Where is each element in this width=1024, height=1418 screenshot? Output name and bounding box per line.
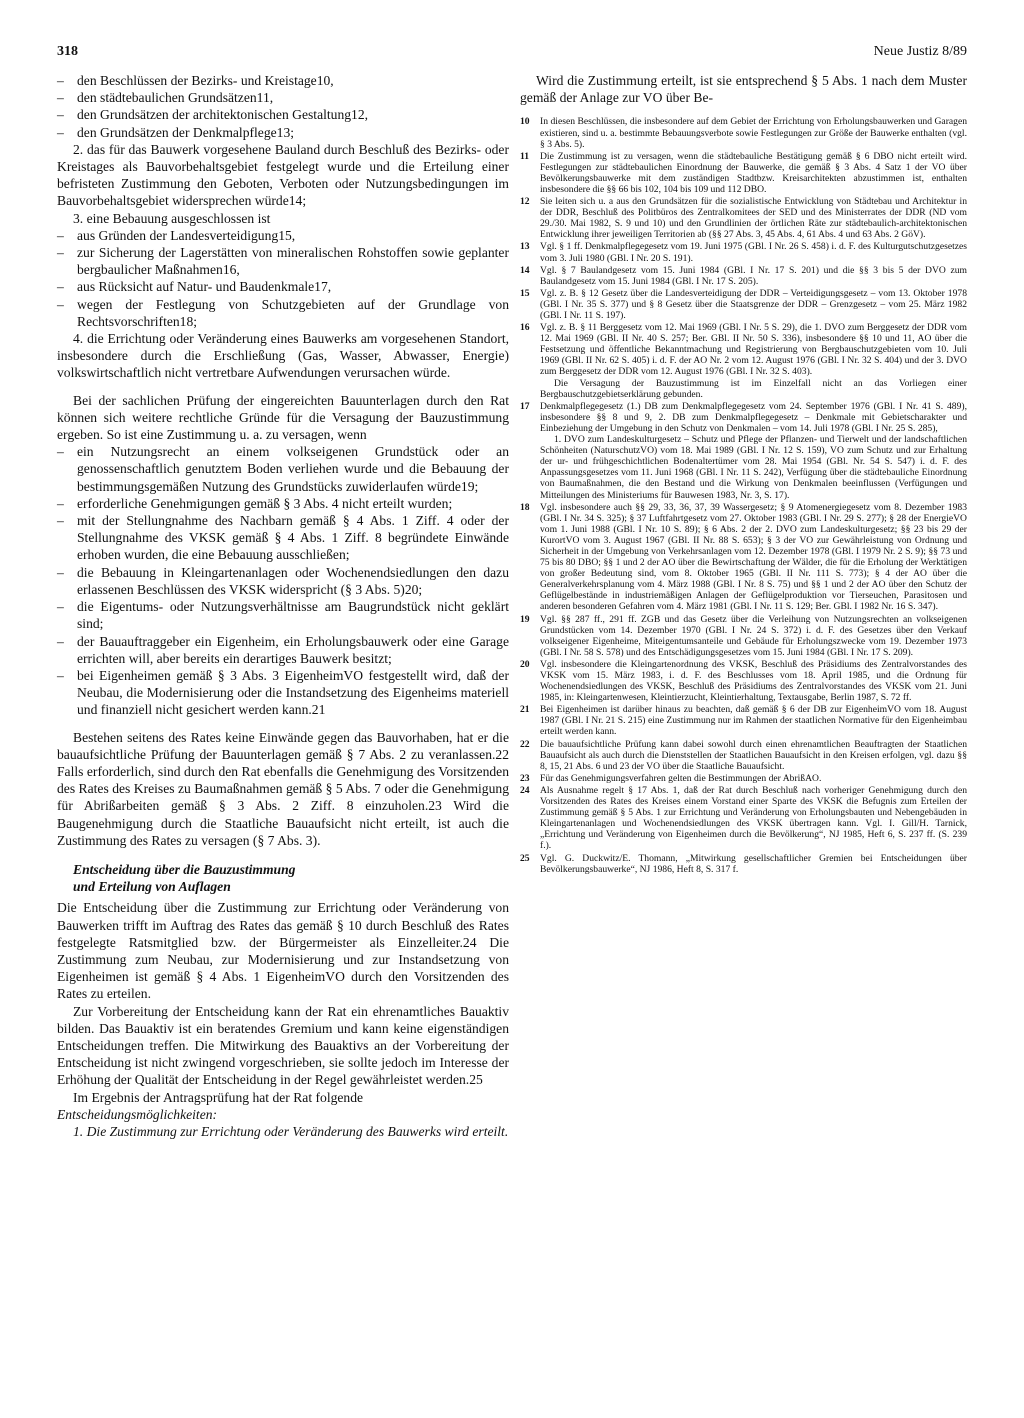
footnote-number: 13 bbox=[520, 241, 530, 253]
paragraph-text: Im Ergebnis der Antragsprüfung hat der Rat folgende bbox=[73, 1089, 364, 1105]
list-item: – den städtebaulichen Grundsätzen11, bbox=[57, 89, 509, 106]
footnote-text: 1. DVO zum Landeskulturgesetz – Schutz und Pflege der Pflanzen- und Tierwelt und der landschaftlichen Schönheiten (NaturschutzVO) vom 18. Mai 1989 (GBl. I Nr. 12 S. 159), VO zum Schutz und zur Erhaltung der ur- und frühgeschichtlichen Bodenaltertümer vom 28. Mai 1954 (GBl. Nr. 54 S. 547) i. d. F. des Anpassungsgesetzes vom 11. Juni 1968 (GBl. I Nr. 11 S. 242), Verfügung über die städtebauliche Einordnung von Baumaßnahmen, die den Bestand und die Wirkung von Denkmalen beeinflussen (Verfügungen und Mitteilungen des Ministeriums für Bauwesen 1983, Nr. 3, S. 17). bbox=[540, 434, 967, 501]
footnote-number: 17 bbox=[520, 400, 530, 412]
footnote-text: Vgl. insbesondere auch §§ 29, 33, 36, 37, 39 Wassergesetz; § 9 Atomenergiegesetz vom 8. Dezember 1983 (GBl. I Nr. 34 S. 325); § 37 Luftfahrtgesetz vom 27. Oktober 1983 (GBl. I Nr. 29 S. 277); § 28 der EnergieVO vom 1. Juni 1988 (GBl. I Nr. 10 S. 89); § 6 Abs. 2 der 2. DVO zum Landeskulturgesetz; §§ 23 bis 29 der KurortVO vom 3. August 1967 (GBl. II Nr. 88 S. 653); § 3 der VO zur Gewährleistung von Ordnung und Sicherheit in der Umgebung von Verkehrsanlagen vom 12. Dezember 1978 (GBl. I 1979 Nr. 2 S. 9); §§ 73 und 75 bis 80 DBO; §§ 1 und 2 der AO über die Bewirtschaftung der Wälder, die für die Erholung der Werktätigen von großer Bedeutung sind, vom 8. Oktober 1965 (GBl. II Nr. 111 S. 773); § 4 der AO über die Generalverkehrsplanung vom 4. März 1988 (GBl. I Nr. 8 S. 75) und §§ 1 und 2 der AO über den Schutz der Geflügelbestände in industriemäßigen Anlagen der Geflügelproduktion vor Tierseuchen, Parasitosen und anderen besonderen Gefahren vom 4. März 1981 (GBl. I Nr. 11 S. 129; Ber. GBl. I 1982 Nr. 16 S. 347). bbox=[540, 501, 967, 613]
footnote bbox=[520, 196, 967, 240]
footnote-text: Die bauaufsichtliche Prüfung kann dabei sowohl durch einen ehrenamtlichen Beauftragten der Staatlichen Bauaufsicht als auch durch die Dienststellen der Staatlichen Bauaufsicht in den Kreisen erfolgen, vgl. dazu §§ 8, 15, 21 Abs. 6 und 23 der VO über die Staatliche Bauaufsicht. bbox=[540, 738, 967, 772]
footnote-text: Für das Genehmigungsverfahren gelten die Bestimmungen der AbrißAO. bbox=[540, 772, 822, 784]
footnote bbox=[520, 659, 967, 703]
list-item: – bei Eigenheimen gemäß § 3 Abs. 3 EigenheimVO festgestellt wird, daß der Neubau, die Modernisierung oder die Instandsetzung des Eigenheims materiell und finanziell nicht gesichert werden kann.21 bbox=[57, 667, 509, 719]
footnote-number: 22 bbox=[520, 738, 530, 750]
footnote-text: Vgl. z. B. § 12 Gesetz über die Landesverteidigung der DDR – Verteidigungsgesetz – vom 13. Oktober 1978 (GBl. I Nr. 35 S. 377) und § 8 Gesetz über die Staatsgrenze der DDR – Grenzgesetz – vom 25. März 1982 (GBl. I Nr. 11 S. 197). bbox=[540, 287, 967, 321]
footnote bbox=[520, 151, 967, 195]
footnote-number: 20 bbox=[520, 658, 530, 670]
footnote-number: 21 bbox=[520, 704, 530, 716]
footnote-text: Vgl. §§ 287 ff., 291 ff. ZGB und das Gesetz über die Verleihung von Nutzungsrechten an volkseigenen Grundstücken vom 14. Dezember 1970 (GBl. I Nr. 24 S. 372) i. d. F. des Gesetzes über den Verkauf volkseigener Eigenheime, Miteigentumsanteile und Gebäude für Erholungszwecke vom 19. Dezember 1973 (GBl. I Nr. 58 S. 578) und des Entschädigungsgesetzes vom 15. Juni 1984 (GBl. I Nr. 17 S. 209). bbox=[540, 613, 967, 658]
footnote bbox=[520, 265, 967, 287]
paragraph: Zur Vorbereitung der Entscheidung kann der Rat ein ehrenamtliches Bauaktiv bilden. Das Bauaktiv ist ein beratendes Gremium und kann keine eigenständigen Entscheidungen treffen. Die Mitwirkung des Bauaktivs an der Vorbereitung der Entscheidung ist nicht zwingend vorgeschrieben, sie sollte jedoch im Interesse der Erhöhung der Qualität der Entscheidung in der Regel gewährleistet werden.25 bbox=[57, 1003, 509, 1088]
journal-title: Neue Justiz 8/89 bbox=[873, 44, 967, 59]
footnote-number: 11 bbox=[520, 150, 530, 162]
footnote bbox=[520, 322, 967, 400]
footnote-text: Die Versagung der Bauzustimmung ist im Einzelfall nicht an das Vorliegen einer Bergbauschutzgebietserklärung gebunden. bbox=[540, 377, 967, 400]
list-item: – aus Rücksicht auf Natur- und Baudenkmale17, bbox=[57, 278, 509, 295]
footnote-number: 25 bbox=[520, 852, 530, 864]
list-item: – ein Nutzungsrecht an einem volkseigenen Grundstück oder an genossenschaftlich genutztem Boden verliehen wurde und die Bebauung der bestimmungsgemäßen Nutzung des Grundstücks zuwiderlaufen würde19; bbox=[57, 443, 509, 495]
footnote bbox=[520, 704, 967, 737]
footnote-number: 14 bbox=[520, 264, 530, 276]
footnote bbox=[520, 502, 967, 613]
footnote bbox=[520, 288, 967, 321]
list-item: – wegen der Festlegung von Schutzgebieten auf der Grundlage von Rechtsvorschriften18; bbox=[57, 296, 509, 330]
paragraph: Bestehen seitens des Rates keine Einwände gegen das Bauvorhaben, hat er die bauaufsichtliche Prüfung der Bauunterlagen gemäß § 7 Abs. 2 zu veranlassen.22 Falls erforderlich, sind durch den Rat ebenfalls die Genehmigung des Vorsitzenden des Rates des Kreises zu Baumaßnahmen gemäß § 5 Abs. 7 oder die Genehmigung für Abrißarbeiten gemäß § 3 Abs. 2 Ziff. 8 einzuholen.23 Wird die Baugenehmigung durch die Staatliche Bauaufsicht nicht erteilt, ist auch die Zustimmung des Rates zu versagen (§ 7 Abs. 3). bbox=[57, 729, 509, 848]
footnote bbox=[520, 241, 967, 263]
footnote bbox=[520, 853, 967, 875]
footnote-text: Vgl. G. Duckwitz/E. Thomann, „Mitwirkung gesellschaftlicher Gremien bei Entscheidungen über Bevölkerungsbauwerke“, NJ 1986, Heft 8, S. 317 f. bbox=[540, 852, 967, 875]
paragraph: 4. die Errichtung oder Veränderung eines Bauwerks am vorgesehenen Standort, insbesondere durch die Erschließung (Gas, Wasser, Abwasser, Energie) volkswirtschaftlich nicht vertretbare Aufwendungen verursachen würde. bbox=[57, 331, 509, 381]
right-column bbox=[520, 72, 967, 876]
footnote-number: 16 bbox=[520, 322, 530, 334]
section-heading-line: Entscheidung über die Bauzustimmung bbox=[73, 861, 296, 877]
footnote-text: Sie leiten sich u. a aus den Grundsätzen für die sozialistische Entwicklung von Städtebau und Architektur in der DDR, Beschluß des Politbüros des Zentralkomitees der SED und des Ministerrates der DDR (ND vom 29./30. Mai 1982, S. 9 und 10) und den Grundlinien der örtlichen Räte zur städtebaulich-architektonischen Entwicklung ihrer jeweiligen Territorien ab (§§ 27 Abs. 3, 45 Abs. 4, 61 Abs. 4 und 63 Abs. 2 GöV). bbox=[540, 196, 967, 241]
footnote-text: Bei Eigenheimen ist darüber hinaus zu beachten, daß gemäß § 6 der DB zur EigenheimVO vom 18. August 1987 (GBl. I Nr. 21 S. 215) eine Zustimmung nur im Rahmen der staatlichen Normative für den Eigenheimbau erteilt werden kann. bbox=[540, 704, 967, 738]
footnote bbox=[520, 785, 967, 852]
paragraph: 1. Die Zustimmung zur Errichtung oder Veränderung des Bauwerks wird erteilt. bbox=[73, 1123, 509, 1139]
footnote bbox=[520, 116, 967, 149]
footnote-text: Vgl. § 1 ff. Denkmalpflegegesetz vom 19. Juni 1975 (GBl. I Nr. 26 S. 458) i. d. F. des Kulturgutschutzgesetzes vom 3. Juli 1980 (GBl. I Nr. 20 S. 191). bbox=[540, 241, 967, 264]
section-heading-line: und Erteilung von Auflagen bbox=[73, 879, 231, 895]
list-item: – mit der Stellungnahme des Nachbarn gemäß § 4 Abs. 1 Ziff. 4 oder der Stellungnahme des VKSK gemäß § 4 Abs. 1 Ziff. 8 begründete Einwände erhoben wurden, die eine Bebauung ausschließen; bbox=[57, 512, 509, 564]
paragraph: Wird die Zustimmung erteilt, ist sie entsprechend § 5 Abs. 1 nach dem Muster gemäß der Anlage zur VO über Be- bbox=[520, 73, 967, 106]
list-item: – erforderliche Genehmigungen gemäß § 3 Abs. 4 nicht erteilt wurden; bbox=[57, 495, 509, 512]
footnote bbox=[520, 739, 967, 772]
footnote bbox=[520, 401, 967, 501]
footnote-text: Die Zustimmung ist zu versagen, wenn die städtebauliche Bestätigung gemäß § 6 DBO nicht erteilt wird. Festlegungen zur städtebaulichen Einordnung der Bauwerke, die gemäß § 3 Abs. 4 Satz 1 der VO über Bevölkerungsbauwerke mit dem zuständigen Stadtbzw. Kreisarchitekten abzustimmen ist, enthalten insbesondere die §§ 66 bis 102, 104 bis 109 und 112 DBO. bbox=[540, 150, 967, 195]
footnote-number: 12 bbox=[520, 196, 530, 208]
list-item: – den Beschlüssen der Bezirks- und Kreistage10, bbox=[57, 72, 509, 89]
footnote-text: Denkmalpflegegesetz (1.) DB zum Denkmalpflegegesetz vom 24. September 1976 (GBl. I Nr. 41 S. 489), insbesondere §§ 8 und 9, 2. DB zum Denkmalpflegegesetz – Denkmale mit Gebietscharakter und Einbeziehung der Umgebung in den Schutz von Denkmalen – vom 14. Juli 1978 (GBl. I Nr. 25 S. 285), bbox=[540, 400, 967, 434]
footnote bbox=[520, 614, 967, 658]
paragraph bbox=[57, 1089, 509, 1123]
footnote-number: 24 bbox=[520, 784, 530, 796]
paragraph: 2. das für das Bauwerk vorgesehene Bauland durch Beschluß des Bezirks- oder Kreistages als Bauvorbehaltsgebiet festgelegt wurde und die Erteilung einer befristeten Zustimmung den Geboten, Verboten oder Nutzungsbedingungen im Bauvorbehaltsgebiet widersprechen würde14; bbox=[57, 141, 509, 209]
page-number: 318 bbox=[57, 44, 78, 59]
paragraph: Bei der sachlichen Prüfung der eingereichten Bauunterlagen durch den Rat können sich weitere rechtliche Gründe für die Versagung der Bauzustimmung ergeben. So ist eine Zustimmung u. a. zu versagen, wenn bbox=[57, 392, 509, 443]
footnote-text: Vgl. insbesondere die Kleingartenordnung des VKSK, Beschluß des Präsidiums des Zentralvorstandes des VKSK vom 15. März 1983, i. d. F. des Beschlusses vom 18. April 1985, und die Ordnung für Wochenendsiedlungen des VKSK, Beschluß des Präsidiums des Zentralvorstandes des VKSK vom 21. Juni 1985, in: Kleingartenwesen, Kleintierzucht, Kleintierhaltung, Textausgabe, Berlin 1987, S. 72 ff. bbox=[540, 658, 967, 704]
paragraph: Die Entscheidung über die Zustimmung zur Errichtung oder Veränderung von Bauwerken trifft im Auftrag des Rates das gemäß § 10 durch Beschluß des Rates festgelegte Ratsmitglied bzw. der Bürgermeister als Einzelleiter.24 Die Zustimmung zum Neubau, zur Modernisierung und zur Instandsetzung von Eigenheimen ist gemäß § 4 Abs. 1 EigenheimVO durch den Vorsitzenden des Rates zu erteilen. bbox=[57, 900, 509, 1002]
footnote bbox=[520, 773, 967, 784]
page-header bbox=[57, 44, 967, 62]
section-heading bbox=[57, 861, 509, 895]
footnote-number: 18 bbox=[520, 501, 530, 513]
footnote-text: Vgl. z. B. § 11 Berggesetz vom 12. Mai 1969 (GBl. I Nr. 5 S. 29), die 1. DVO zum Berggesetz der DDR vom 12. Mai 1969 (GBl. II Nr. 40 S. 257; Ber. GBl. II Nr. 50 S. 336), insbesondere §§ 10 und 11, AO über die Festsetzung und öffentliche Bekanntmachung und Registrierung von Bergbauschutzgebieten vom 10. Juli 1969 (GBl. II Nr. 62 S. 405) i. d. F. der AO Nr. 2 vom 12. August 1976 (GBl. I Nr. 32 S. 404) und der 3. DVO zum Berggesetz der DDR vom 12. August 1976 (GBl. I Nr. 32 S. 403). bbox=[540, 322, 967, 378]
list-item: – den Grundsätzen der Denkmalpflege13; bbox=[57, 124, 509, 141]
footnote-number: 10 bbox=[520, 116, 530, 128]
paragraph-text: Entscheidungsmöglichkeiten: bbox=[57, 1106, 218, 1122]
list-item: – die Bebauung in Kleingartenanlagen oder Wochenendsiedlungen den dazu erlassenen Beschlüssen des VKSK widerspricht (§ 3 Abs. 5)20; bbox=[57, 564, 509, 598]
left-column bbox=[57, 72, 509, 1140]
footnote-text: Als Ausnahme regelt § 17 Abs. 1, daß der Rat durch Beschluß nach vorheriger Genehmigung durch den Vorsitzenden des Rates des Kreises einem Vorstand einer Sparte des VKSK die Befugnis zum Erteilen der Zustimmung gemäß § 5 Abs. 1 zur Errichtung und Veränderung von Erholungsbauten und Nebengebäuden in Kleingartenanlagen und Wochenendsiedlungen des VKSK übertragen kann. Vgl. I. Gill/H. Tarnick, „Errichtung und Veränderung von Eigenheimen durch die Bevölkerung“, NJ 1985, Heft 6, S. 237 ff. (S. 239 f.). bbox=[540, 784, 967, 852]
footnote-number: 19 bbox=[520, 613, 530, 625]
list-item: – der Bauauftraggeber ein Eigenheim, ein Erholungsbauwerk oder eine Garage errichten will, aber bereits ein derartiges Bauwerk besitzt; bbox=[57, 633, 509, 667]
list-item: – zur Sicherung der Lagerstätten von mineralischen Rohstoffen sowie geplanter bergbaulicher Maßnahmen16, bbox=[57, 244, 509, 278]
list-item: – den Grundsätzen der architektonischen Gestaltung12, bbox=[57, 106, 509, 123]
paragraph: 3. eine Bebauung ausgeschlossen ist bbox=[73, 210, 271, 226]
list-item: – die Eigentums- oder Nutzungsverhältnisse am Baugrundstück nicht geklärt sind; bbox=[57, 598, 509, 632]
footnote-number: 23 bbox=[520, 772, 530, 784]
footnote-text: Vgl. § 7 Baulandgesetz vom 15. Juni 1984 (GBl. I Nr. 17 S. 201) und die §§ 3 bis 5 der DVO zum Baulandgesetz vom 15. Juni 1984 (GBl. I Nr. 17 S. 205). bbox=[540, 264, 967, 287]
footnote-number: 15 bbox=[520, 287, 530, 299]
list-item: – aus Gründen der Landesverteidigung15, bbox=[57, 227, 509, 244]
footnote-text: In diesen Beschlüssen, die insbesondere auf dem Gebiet der Errichtung von Erholungsbauwerken und Garagen existieren, sind u. a. bestimmte Bebauungsverbote sowie Festlegungen zur Größe der Bauwerke enthalten (vgl. § 3 Abs. 5). bbox=[540, 116, 967, 150]
